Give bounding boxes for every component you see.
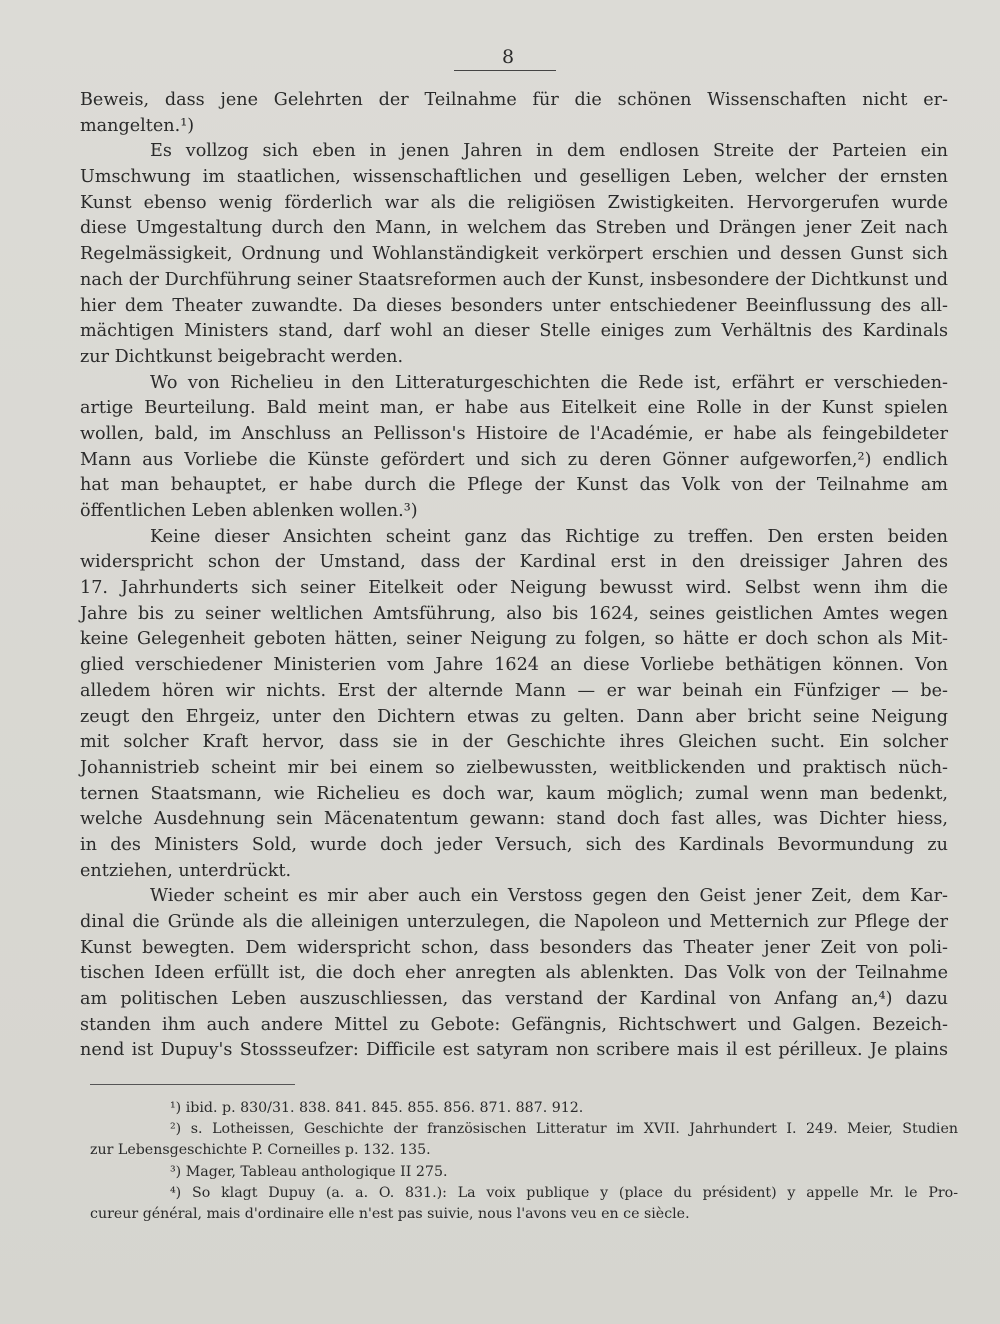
text-line: entziehen, unterdrückt. — [80, 860, 292, 881]
text-line: hat man behauptet, er habe durch die Pflege der Kunst das Volk von der Teilnahme am — [80, 475, 948, 496]
text-line: Umschwung im staatlichen, wissenschaftlichen und geselligen Leben, welcher der ernsten — [80, 167, 948, 188]
text-line: am politischen Leben auszuschliessen, das verstand der Kardinal von Anfang an,⁴) dazu — [80, 989, 948, 1010]
text-line: Keine dieser Ansichten scheint ganz das Richtige zu treffen. Den ersten beiden — [150, 526, 948, 547]
text-line: diese Umgestaltung durch den Mann, in welchem das Streben und Drängen jener Zeit nach — [80, 218, 948, 239]
header-rule — [454, 70, 556, 71]
text-line: 17. Jahrhunderts sich seiner Eitelkeit oder Neigung bewusst wird. Selbst wenn ihm die — [80, 578, 948, 599]
footnote-rule — [90, 1084, 295, 1085]
text-line: Beweis, dass jene Gelehrten der Teilnahme für die schönen Wissenschaften nicht er- — [80, 90, 948, 110]
text-line: nach der Durchführung seiner Staatsreformen auch der Kunst, insbesondere der Dichtkunst und — [80, 269, 948, 290]
text-line: Wieder scheint es mir aber auch ein Verstoss gegen den Geist jener Zeit, dem Kar- — [150, 886, 948, 907]
footnote-line: ³) Mager, Tableau anthologique II 275. — [170, 1163, 448, 1180]
text-line: glied verschiedener Ministerien vom Jahre 1624 an diese Vorliebe bethätigen können. Von — [80, 655, 948, 676]
text-line: Jahre bis zu seiner weltlichen Amtsführung, also bis 1624, seines geistlichen Amtes wegen — [80, 603, 948, 624]
text-line: in des Ministers Sold, wurde doch jeder Versuch, sich des Kardinals Bevormundung zu — [80, 834, 948, 855]
body-text — [80, 88, 948, 1064]
footnote-line: cureur général, mais d'ordinaire elle n'est pas suivie, nous l'avons veu en ce siècle. — [90, 1205, 690, 1222]
text-line: dinal die Gründe als die alleinigen unterzulegen, die Napoleon und Metternich zur Pflege der — [80, 912, 948, 932]
footnote-line: ⁴) So klagt Dupuy (a. a. O. 831.): La voix publique y (place du président) y appelle Mr. le Pro- — [170, 1184, 958, 1201]
text-line: hier dem Theater zuwandte. Da dieses besonders unter entschiedener Beeinflussung des all- — [80, 295, 948, 316]
footnotes — [90, 1098, 958, 1225]
text-line: mangelten.¹) — [80, 115, 195, 136]
footnote-line: ¹) ibid. p. 830/31. 838. 841. 845. 855. 856. 871. 887. 912. — [170, 1100, 584, 1116]
text-line: welche Ausdehnung sein Mäcenatentum gewann: stand doch fast alles, was Dichter hiess, — [80, 809, 948, 830]
text-line: alledem hören wir nichts. Erst der alternde Mann — er war beinah ein Fünfziger — be- — [80, 680, 948, 701]
text-line: Regelmässigkeit, Ordnung und Wohlanständigkeit verkörpert erschien und dessen Gunst sich — [80, 244, 948, 265]
text-line: mit solcher Kraft hervor, dass sie in der Geschichte ihres Gleichen sucht. Ein solcher — [80, 732, 948, 753]
text-line: zur Dichtkunst beigebracht werden. — [80, 346, 404, 367]
text-line: Wo von Richelieu in den Litteraturgeschichten die Rede ist, erfährt er verschieden- — [150, 372, 948, 393]
text-line: Mann aus Vorliebe die Künste gefördert und sich zu deren Gönner aufgeworfen,²) endlich — [80, 449, 948, 470]
text-line: ternen Staatsmann, wie Richelieu es doch war, kaum möglich; zumal wenn man bedenkt, — [80, 783, 948, 804]
text-line: Johannistrieb scheint mir bei einem so zielbewussten, weitblickenden und praktisch nüch- — [80, 757, 948, 778]
text-line: Kunst bewegten. Dem widerspricht schon, dass besonders das Theater jener Zeit von poli- — [80, 937, 948, 958]
text-line: keine Gelegenheit geboten hätten, seiner Neigung zu folgen, so hätte er doch schon als Mit- — [80, 629, 948, 650]
text-line: zeugt den Ehrgeiz, unter den Dichtern etwas zu gelten. Dann aber bricht seine Neigung — [80, 706, 948, 727]
text-line: Es vollzog sich eben in jenen Jahren in dem endlosen Streite der Parteien ein — [150, 141, 948, 162]
text-line: nend ist Dupuy's Stossseufzer: Difficile est satyram non scribere mais il est périlleux. Je plains — [80, 1040, 948, 1061]
text-line: widerspricht schon der Umstand, dass der Kardinal erst in den dreissiger Jahren des — [80, 552, 948, 573]
text-line: wollen, bald, im Anschluss an Pellisson's Histoire de l'Académie, er habe als feingebildeter — [80, 423, 948, 444]
text-line: artige Beurteilung. Bald meint man, er habe aus Eitelkeit eine Rolle in der Kunst spielen — [80, 398, 948, 419]
footnote-line: zur Lebensgeschichte P. Corneilles p. 132. 135. — [90, 1142, 431, 1159]
text-line: Kunst ebenso wenig förderlich war als die religiösen Zwistigkeiten. Hervorgerufen wurde — [80, 192, 948, 213]
footnote-line: ²) s. Lotheissen, Geschichte der französischen Litteratur im XVII. Jahrhundert I. 249. Meier, Studien — [170, 1121, 958, 1138]
text-line: standen ihm auch andere Mittel zu Gebote: Gefängnis, Richtschwert und Galgen. Bezeich- — [80, 1014, 948, 1035]
text-line: öffentlichen Leben ablenken wollen.³) — [80, 501, 418, 521]
text-line: tischen Ideen erfüllt ist, die doch eher anregten als ablenkten. Das Volk von der Teilnahme — [80, 963, 948, 984]
page-number: 8 — [501, 46, 515, 68]
text-line: mächtigen Ministers stand, darf wohl an dieser Stelle einiges zum Verhältnis des Kardinals — [80, 321, 948, 342]
